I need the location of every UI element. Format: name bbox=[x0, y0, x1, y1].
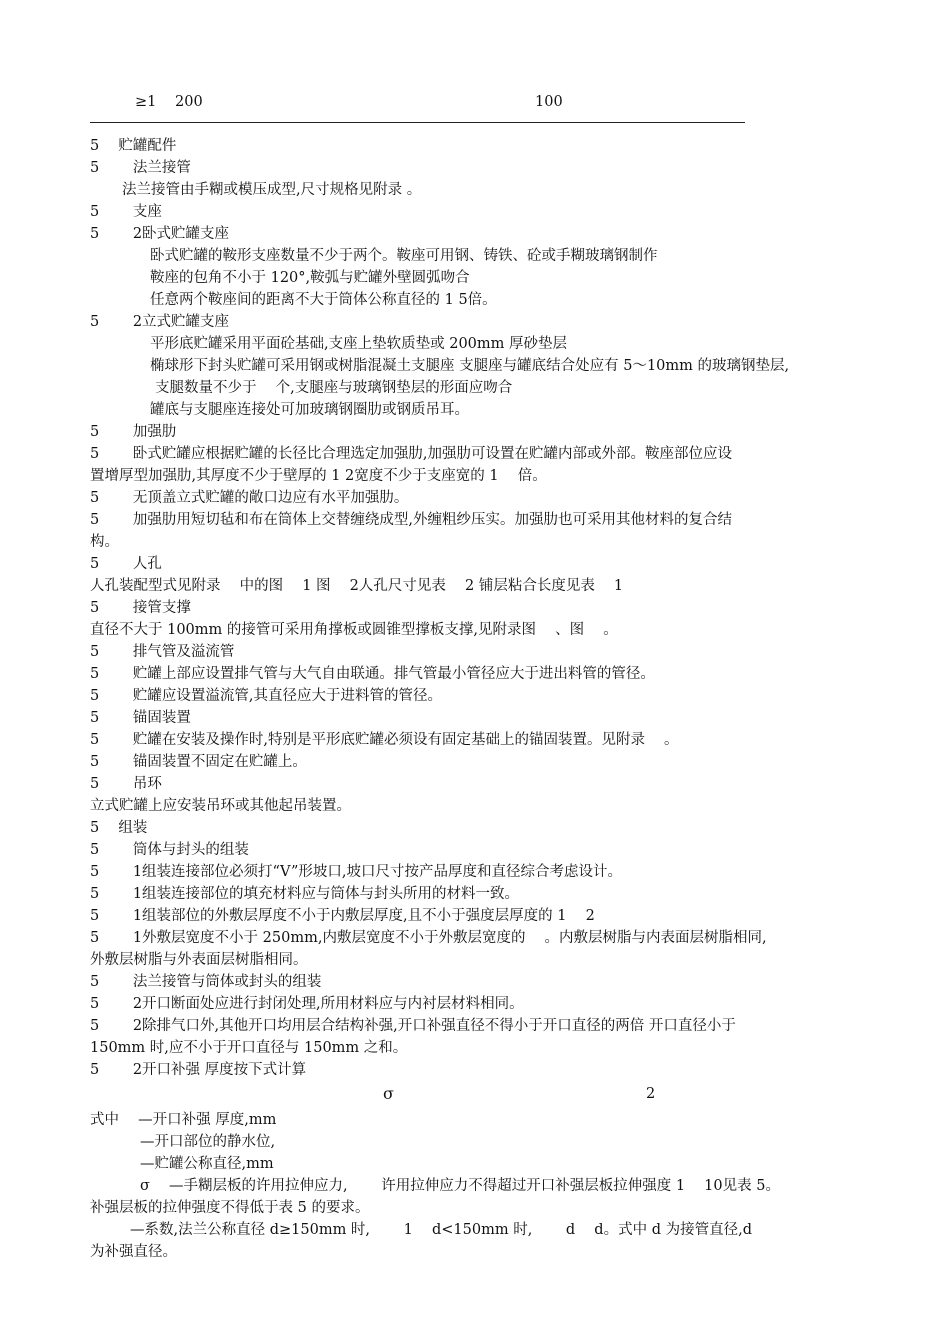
heading-anchorage: 5 锚固装置 bbox=[90, 710, 191, 726]
where-line: —贮罐公称直径,mm bbox=[140, 1156, 274, 1172]
paragraph-line: 任意两个鞍座间的距离不大于筒体公称直径的 1 5倍。 bbox=[150, 292, 497, 308]
table-cell-value-100: 100 bbox=[535, 94, 563, 110]
paragraph-line: 支腿数量不少于 个,支腿座与玻璃钢垫层的形面应吻合 bbox=[155, 380, 513, 396]
where-line: 式中 —开口补强 厚度,mm bbox=[90, 1112, 277, 1128]
paragraph-line: 外敷层树脂与外表面层树脂相同。 bbox=[90, 952, 308, 968]
where-line: 为补强直径。 bbox=[90, 1244, 177, 1260]
heading-stiffener: 5 加强肋 bbox=[90, 424, 177, 440]
paragraph-line: 5 贮罐在安装及操作时,特别是平形底贮罐必须设有固定基础上的锚固装置。见附录 。 bbox=[90, 732, 679, 748]
where-line: 补强层板的拉伸强度不得低于表 5 的要求。 bbox=[90, 1200, 370, 1216]
heading-vent-overflow: 5 排气管及溢流管 bbox=[90, 644, 235, 660]
heading-5-fittings: 5 贮罐配件 bbox=[90, 138, 177, 154]
heading-shell-head-assembly: 5 筒体与封头的组装 bbox=[90, 842, 249, 858]
paragraph-line: 人孔装配型式见附录 中的图 1 图 2人孔尺寸见表 2 铺层粘合长度见表 1 bbox=[90, 578, 624, 594]
table-cell-value-200: 200 bbox=[175, 94, 203, 110]
formula-number: 2 bbox=[646, 1086, 656, 1102]
paragraph-line: 5 加强肋用短切毡和布在筒体上交替缠绕成型,外缠粗纱压实。加强肋也可采用其他材料的复合结 bbox=[90, 512, 732, 528]
where-line: —开口部位的静水位, bbox=[140, 1134, 276, 1150]
heading-nozzle-support: 5 接管支撑 bbox=[90, 600, 191, 616]
paragraph-line: 构。 bbox=[90, 534, 119, 550]
heading-vertical-support: 5 2立式贮罐支座 bbox=[90, 314, 230, 330]
heading-support: 5 支座 bbox=[90, 204, 162, 220]
paragraph-line: 150mm 时,应不小于开口直径与 150mm 之和。 bbox=[90, 1040, 408, 1056]
table-bottom-rule bbox=[90, 122, 745, 123]
paragraph-line: 罐底与支腿座连接处可加玻璃钢圈肋或钢质吊耳。 bbox=[150, 402, 469, 418]
heading-manhole: 5 人孔 bbox=[90, 556, 162, 572]
paragraph-line: 直径不大于 100mm 的接管可采用角撑板或圆锥型撑板支撑,见附录图 、图 。 bbox=[90, 622, 618, 638]
heading-flange-nozzle: 5 法兰接管 bbox=[90, 160, 191, 176]
paragraph-line: 5 1组装连接部位的填充材料应与筒体与封头所用的材料一致。 bbox=[90, 886, 520, 902]
where-line: σ —手糊层板的许用拉伸应力, 许用拉伸应力不得超过开口补强层板拉伸强度 1 10见表 5。 bbox=[140, 1178, 780, 1194]
paragraph-line: 5 锚固装置不固定在贮罐上。 bbox=[90, 754, 307, 770]
heading-horizontal-support: 5 2卧式贮罐支座 bbox=[90, 226, 230, 242]
paragraph-line: 5 2开口补强 厚度按下式计算 bbox=[90, 1062, 307, 1078]
paragraph-line: 5 贮罐上部应设置排气管与大气自由联通。排气管最小管径应大于进出料管的管径。 bbox=[90, 666, 655, 682]
paragraph-line: 卧式贮罐的鞍形支座数量不少于两个。鞍座可用钢、铸铁、砼或手糊玻璃钢制作 bbox=[150, 248, 658, 264]
paragraph-line: 5 卧式贮罐应根据贮罐的长径比合理选定加强肋,加强肋可设置在贮罐内部或外部。鞍座部位应设 bbox=[90, 446, 732, 462]
paragraph-line: 5 无顶盖立式贮罐的敞口边应有水平加强肋。 bbox=[90, 490, 409, 506]
paragraph-line: 5 贮罐应设置溢流管,其直径应大于进料管的管径。 bbox=[90, 688, 442, 704]
formula-sigma: σ bbox=[383, 1084, 394, 1103]
paragraph-line: 置增厚型加强肋,其厚度不少于壁厚的 1 2宽度不少于支座宽的 1 倍。 bbox=[90, 468, 547, 484]
paragraph-line: 5 2开口断面处应进行封闭处理,所用材料应与内衬层材料相同。 bbox=[90, 996, 524, 1012]
paragraph-line: 鞍座的包角不小于 120°,鞍弧与贮罐外壁圆弧吻合 bbox=[150, 270, 470, 286]
heading-lifting-ring: 5 吊环 bbox=[90, 776, 162, 792]
where-line: —系数,法兰公称直径 d≥150mm 时, 1 d<150mm 时, d d。式中 d 为接管直径,d bbox=[130, 1222, 752, 1238]
paragraph-line: 5 1组装部位的外敷层厚度不小于内敷层厚度,且不小于强度层厚度的 1 2 bbox=[90, 908, 595, 924]
paragraph-line: 5 1组装连接部位必须打“V”形坡口,坡口尺寸按产品厚度和直径综合考虑设计。 bbox=[90, 864, 622, 880]
paragraph-line: 5 2除排气口外,其他开口均用层合结构补强,开口补强直径不得小于开口直径的两倍 开口直径小于 bbox=[90, 1018, 736, 1034]
paragraph-line: 立式贮罐上应安装吊环或其他起吊装置。 bbox=[90, 798, 351, 814]
table-cell-ratio: ≥1 bbox=[135, 94, 157, 110]
paragraph-line: 法兰接管由手糊或模压成型,尺寸规格见附录 。 bbox=[122, 182, 422, 198]
heading-flange-shell-assembly: 5 法兰接管与筒体或封头的组装 bbox=[90, 974, 322, 990]
paragraph-line: 平形底贮罐采用平面砼基础,支座上垫软质垫或 200mm 厚砂垫层 bbox=[150, 336, 568, 352]
paragraph-line: 椭球形下封头贮罐可采用钢或树脂混凝土支腿座 支腿座与罐底结合处应有 5～10mm 的玻璃钢垫层, bbox=[150, 358, 790, 374]
paragraph-line: 5 1外敷层宽度不小于 250mm,内敷层宽度不小于外敷层宽度的 。内敷层树脂与内表面层树脂相同, bbox=[90, 930, 767, 946]
heading-assembly: 5 组装 bbox=[90, 820, 148, 836]
